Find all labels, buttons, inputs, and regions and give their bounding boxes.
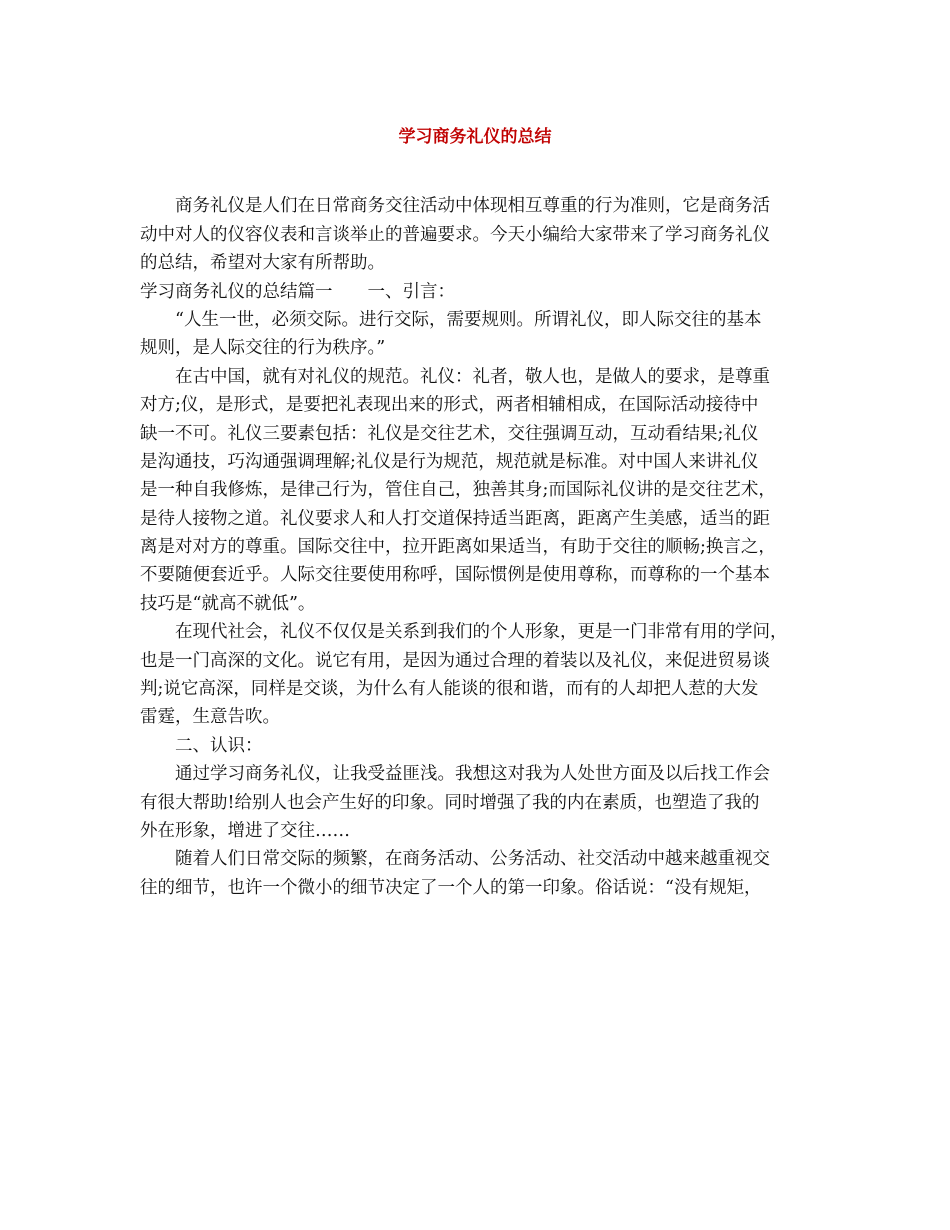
document-body bbox=[140, 164, 812, 902]
text-line: 的总结，希望对大家有所帮助。 bbox=[140, 253, 385, 274]
text-line: 通过学习商务礼仪，让我受益匪浅。我想这对我为人处世方面及以后找工作会 bbox=[175, 764, 770, 785]
text-line: 二、认识： bbox=[175, 735, 263, 756]
text-line bbox=[140, 164, 812, 192]
text-line: 往的细节，也许一个微小的细节决定了一个人的第一印象。俗话说：“没有规矩， bbox=[140, 877, 762, 898]
text-line: 动中对人的仪容仪表和言谈举止的普遍要求。今天小编给大家带来了学习商务礼仪 bbox=[140, 224, 770, 245]
text-line: 对方;仪，是形式，是要把礼表现出来的形式，两者相辅相成，在国际活动接待中 bbox=[140, 395, 759, 416]
text-line: 技巧是“就高不就低”。 bbox=[140, 593, 316, 614]
text-line: 缺一不可。礼仪三要素包括：礼仪是交往艺术，交往强调互动，互动看结果;礼仪 bbox=[140, 423, 759, 444]
text-line: 不要随便套近乎。人际交往要使用称呼，国际惯例是使用尊称，而尊称的一个基本 bbox=[140, 565, 770, 586]
text-line: 随着人们日常交际的频繁，在商务活动、公务活动、社交活动中越来越重视交 bbox=[175, 849, 770, 870]
text-line: 判;说它高深，同样是交谈，为什么有人能谈的很和谐，而有的人却把人惹的大发 bbox=[140, 679, 759, 700]
text-line: 雷霆，生意告吹。 bbox=[140, 707, 280, 728]
text-line: 有很大帮助!给别人也会产生好的印象。同时增强了我的内在素质，也塑造了我的 bbox=[140, 792, 760, 813]
text-line: 在古中国，就有对礼仪的规范。礼仪：礼者，敬人也，是做人的要求，是尊重 bbox=[175, 366, 770, 387]
text-line: 离是对对方的尊重。国际交往中，拉开距离如果适当，有助于交往的顺畅;换言之， bbox=[140, 537, 776, 558]
text-line: 规则，是人际交往的行为秩序。” bbox=[140, 338, 386, 359]
text-line: 也是一门高深的文化。说它有用，是因为通过合理的着装以及礼仪，来促进贸易谈 bbox=[140, 650, 770, 671]
text-line: 是一种自我修炼，是律己行为，管住自己，独善其身;而国际礼仪讲的是交往艺术， bbox=[140, 480, 776, 501]
text-line: 学习商务礼仪的总结篇一 一、引言： bbox=[140, 281, 455, 302]
text-line: 商务礼仪是人们在日常商务交往活动中体现相互尊重的行为准则，它是商务活 bbox=[175, 196, 770, 217]
text-line: “人生一世，必须交际。进行交际，需要规则。所谓礼仪，即人际交往的基本 bbox=[175, 309, 762, 330]
document-title: 学习商务礼仪的总结 bbox=[398, 127, 552, 147]
text-line: 是沟通技，巧沟通强调理解;礼仪是行为规范，规范就是标准。对中国人来讲礼仪 bbox=[140, 451, 759, 472]
text-line: 是待人接物之道。礼仪要求人和人打交道保持适当距离，距离产生美感，适当的距 bbox=[140, 508, 770, 529]
text-line: 在现代社会，礼仪不仅仅是关系到我们的个人形象，更是一门非常有用的学问， bbox=[175, 622, 788, 643]
text-line: 外在形象，增进了交往…… bbox=[140, 820, 350, 841]
